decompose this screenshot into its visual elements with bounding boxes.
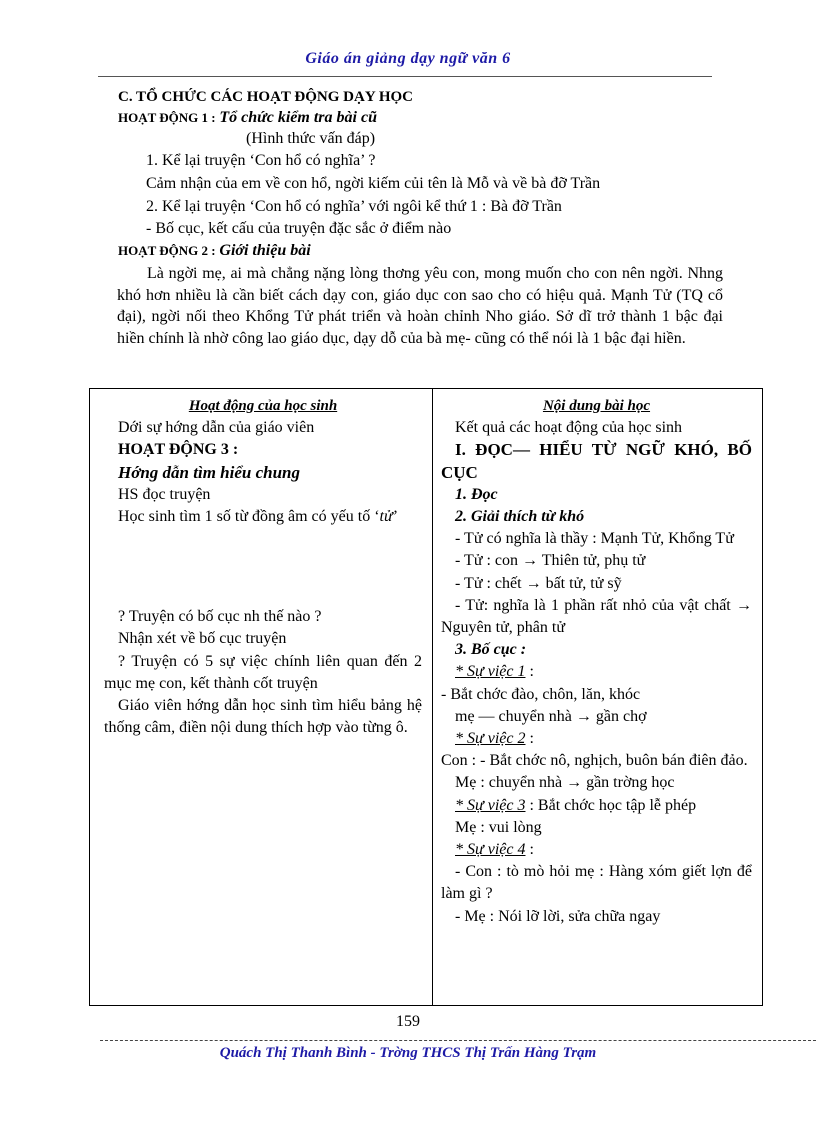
event-1-colon: : (525, 663, 534, 681)
activity-2-title: Giới thiệu bài (219, 242, 311, 259)
event-1-b-b: gần chợ (595, 707, 647, 725)
activity-2-label: HOẠT ĐỘNG 2 : (118, 243, 216, 258)
question-4: Giáo viên hớng dẫn học sinh tìm hiểu bảng hệ thống câm, điền nội dung thích hợp vào từng ô. (104, 697, 422, 737)
arrow-right-icon: → (522, 552, 539, 570)
header-divider (98, 76, 712, 77)
arrow-right-icon: → (575, 707, 592, 725)
event-1-label: * Sự việc 1 (455, 663, 526, 681)
event-3-line-b: Mẹ : vui lòng (455, 818, 542, 836)
vocab-3-b: bất tử, tử sỹ (545, 574, 622, 592)
subsection-vocab: 2. Giải thích từ khó (455, 508, 585, 526)
activity-1-form: (Hình thức vấn đáp) (246, 130, 376, 147)
activity-1-label: HOẠT ĐỘNG 1 : (118, 110, 216, 125)
guide-line: Dới sự hớng dẫn của giáo viên (118, 419, 315, 437)
event-2-label: * Sự việc 2 (455, 730, 526, 748)
page-number: 159 (396, 1013, 420, 1030)
event-4-colon: : (525, 841, 534, 859)
spacer (104, 528, 422, 606)
event-1-line-a: - Bắt chớc đào, chôn, lăn, khóc (441, 685, 641, 703)
arrow-right-icon: → (736, 596, 753, 614)
lesson-content-column (433, 389, 763, 1006)
event-4-heading (441, 839, 752, 861)
vocab-3 (441, 573, 752, 595)
activity-3-label: HOẠT ĐỘNG 3 : (118, 441, 239, 459)
result-line: Kết quả các hoạt động của học sinh (455, 419, 683, 437)
event-2-heading (441, 728, 752, 750)
find-end: ’ (392, 508, 399, 526)
header-title: Giáo án giảng dạy ngữ văn 6 (305, 50, 511, 67)
activity-1-line-3: 2. Kể lại truyện ‘Con hổ có nghĩa’ với ngôi kể thứ 1 : Bà đỡ Trần (146, 198, 562, 215)
question-3: ? Truyện có 5 sự việc chính liên quan đến 2 mục mẹ con, kết thành cốt truyện (104, 652, 422, 692)
vocab-2-b: Thiên tử, phụ tử (541, 552, 646, 570)
subsection-structure: 3. Bố cục : (455, 641, 527, 659)
read-line: HS đọc truyện (118, 485, 211, 503)
event-3-rest: : Bắt chớc học tập lễ phép (525, 796, 697, 814)
vocab-2 (441, 550, 752, 572)
vocab-1: - Tử có nghĩa là thầy : Mạnh Tử, Khổng Tử (455, 530, 734, 548)
event-1-b-a: mẹ — chuyển nhà (455, 707, 572, 725)
question-2: Nhận xét về bố cục truyện (118, 630, 287, 648)
event-4-line-a: - Con : tò mò hỏi mẹ : Hàng xóm giết lợn để làm gì ? (441, 863, 752, 903)
event-4-line-b: - Mẹ : Nói lỡ lời, sửa chữa ngay (455, 907, 661, 925)
find-tu: tử (379, 508, 393, 526)
student-activity-column (90, 389, 433, 1006)
section-c-heading: C. TỔ CHỨC CÁC HOẠT ĐỘNG DẠY HỌC (118, 89, 414, 105)
event-3-line (441, 795, 752, 817)
intro-paragraph: Là ngời mẹ, ai mà chẳng nặng lòng thơng yêu con, mong muốn cho con nên ngời. Nhng khó hơn nhiều là cần biết cách dạy con, giáo dục con sao cho có hiệu quả. Mạnh Tử (TQ cổ đại), ngời nối theo Khổng Tử phát triển và hoàn chỉnh Nho giáo. Sở dĩ trở thành 1 bậc đại hiền chính là nhờ công lao giáo dục, dạy dỗ của bà mẹ- cũng có thể nói là 1 bậc đại hiền. (117, 265, 723, 347)
event-4-label: * Sự việc 4 (455, 841, 526, 859)
arrow-right-icon: → (566, 774, 583, 792)
event-2-line-a: Con : - Bắt chớc nô, nghịch, buôn bán điên đảo. (441, 752, 748, 770)
subsection-read: 1. Đọc (455, 485, 498, 503)
lesson-table (89, 388, 763, 1006)
vocab-2-a: - Tử : con (455, 552, 519, 570)
event-1-heading (441, 661, 752, 683)
question-1: ? Truyện có bố cục nh thế nào ? (118, 608, 322, 626)
vocab-3-a: - Tử : chết (455, 574, 522, 592)
lesson-content-title: Nội dung bài học (542, 398, 651, 414)
activity-1-line-2: Cảm nhận của em về con hổ, ngời kiếm củi tên là Mỗ và về bà đỡ Trần (146, 175, 601, 192)
find-text: Học sinh tìm 1 số từ đồng âm có yếu tố ‘ (118, 508, 380, 526)
activity-3-title: Hớng dẫn tìm hiểu chung (118, 462, 301, 482)
activity-1-title: Tổ chức kiểm tra bài cũ (219, 109, 377, 126)
find-line (104, 506, 422, 528)
activity-1-line-4: - Bố cục, kết cấu của truyện đặc sắc ở điểm nào (146, 220, 452, 237)
event-1-line-b (441, 706, 752, 728)
student-activity-title: Hoạt động của học sinh (188, 398, 338, 414)
event-2-line-b (441, 772, 752, 794)
footer-divider (100, 1040, 816, 1041)
section-1-heading: I. ĐỌC— HIỂU TỪ NGỮ KHÓ, BỐ CỤC (441, 440, 752, 482)
vocab-4-b: Nguyên tử, phân tử (441, 619, 565, 637)
activity-1-line-1: 1. Kể lại truyện ‘Con hổ có nghĩa’ ? (146, 152, 376, 169)
event-3-label: * Sự việc 3 (455, 796, 526, 814)
activity-1-heading (118, 107, 377, 129)
event-2-b-a: Mẹ : chuyển nhà (455, 774, 563, 792)
event-2-b-b: gần trờng học (586, 774, 675, 792)
vocab-4-a: - Tử: nghĩa là 1 phần rất nhỏ của vật chất (455, 596, 731, 614)
arrow-right-icon: → (525, 574, 542, 592)
activity-2-heading (118, 240, 311, 262)
footer-title: Quách Thị Thanh Bình - Trờng THCS Thị Trấn Hàng Trạm (219, 1045, 597, 1061)
vocab-4 (441, 595, 752, 639)
event-2-colon: : (525, 730, 534, 748)
